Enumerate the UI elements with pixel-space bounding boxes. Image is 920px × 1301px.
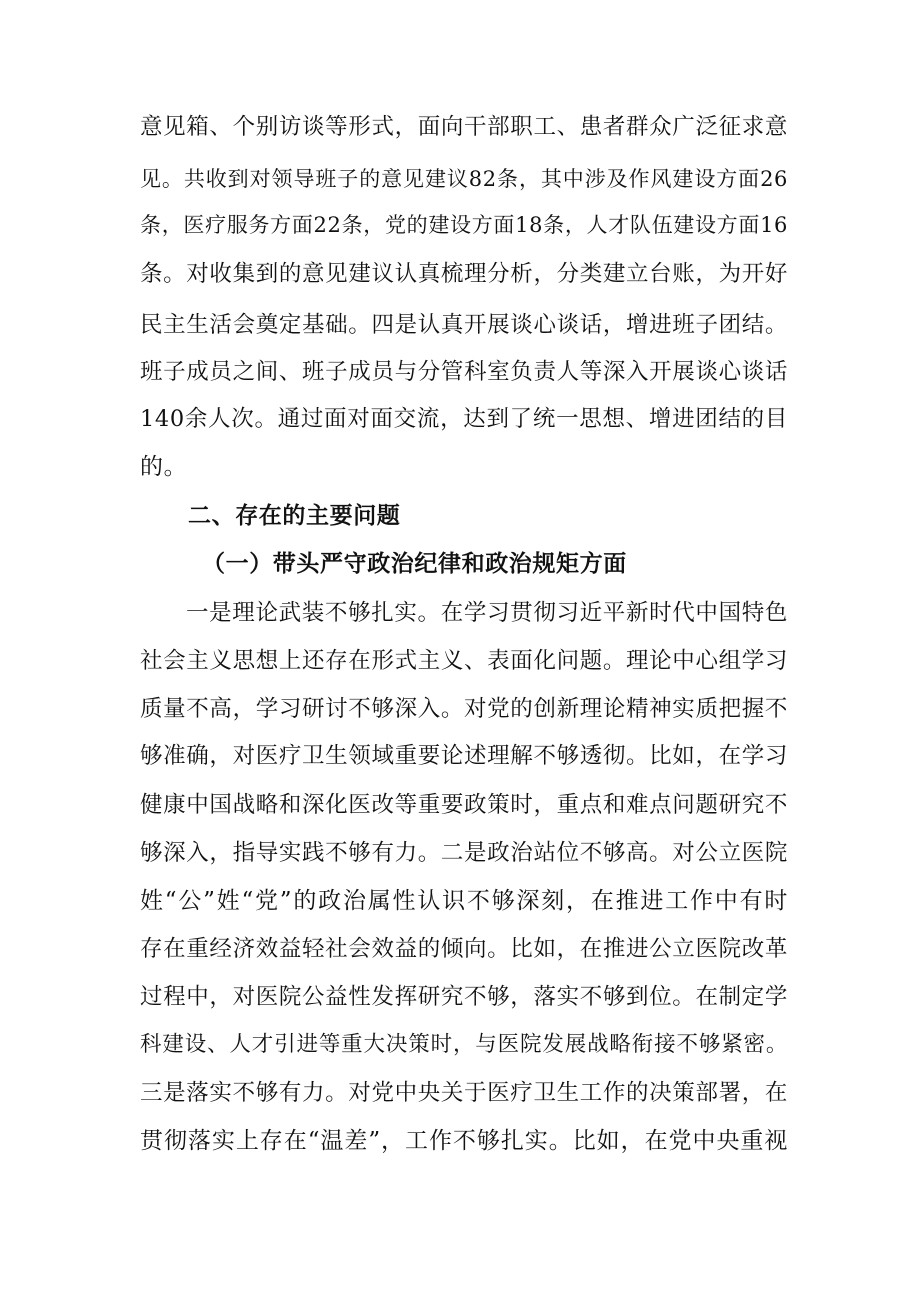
paragraph-line: 140余人次。通过面对面交流，达到了统一思想、增进团结的目 [140,406,788,432]
paragraph-line: 存在重经济效益轻社会效益的倾向。比如，在推进公立医院改革 [140,936,788,962]
paragraph-line: 姓“公”姓“党”的政治属性认识不够深刻，在推进工作中有时 [140,888,788,914]
paragraph-line: 班子成员之间、班子成员与分管科室负责人等深入开展谈心谈话 [140,359,788,385]
paragraph-line: 的。 [140,454,188,480]
paragraph-line: 过程中，对医院公益性发挥研究不够，落实不够到位。在制定学 [140,984,788,1010]
paragraph-line: 一是理论武装不够扎实。在学习贯彻习近平新时代中国特色 [186,600,788,626]
subsection-heading: （一）带头严守政治纪律和政治规矩方面 [202,551,627,577]
paragraph-line: 贯彻落实上存在“温差”，工作不够扎实。比如，在党中央重视 [140,1128,788,1154]
paragraph-line: 科建设、人才引进等重大决策时，与医院发展战略衔接不够紧密。 [140,1032,788,1057]
paragraph-line: 社会主义思想上还存在形式主义、表面化问题。理论中心组学习 [140,648,788,674]
paragraph-line: 够准确，对医疗卫生领域重要论述理解不够透彻。比如，在学习 [140,743,788,769]
paragraph-line: 见。共收到对领导班子的意见建议82条，其中涉及作风建设方面26 [140,167,788,191]
paragraph-line: 条。对收集到的意见建议认真梳理分析，分类建立台账，为开好 [140,261,788,287]
paragraph-line: 条，医疗服务方面22条，党的建设方面18条，人才队伍建设方面16 [140,213,788,237]
section-heading: 二、存在的主要问题 [188,503,401,529]
paragraph-line: 民主生活会奠定基础。四是认真开展谈心谈话，增进班子团结。 [140,312,788,338]
paragraph-line: 意见箱、个别访谈等形式，面向干部职工、患者群众广泛征求意 [140,114,788,140]
paragraph-line: 三是落实不够有力。对党中央关于医疗卫生工作的决策部署，在 [140,1080,788,1106]
paragraph-line: 质量不高，学习研讨不够深入。对党的创新理论精神实质把握不 [140,696,788,722]
document-body [140,0,788,1301]
paragraph-line: 够深入，指导实践不够有力。二是政治站位不够高。对公立医院 [140,840,788,866]
paragraph-line: 健康中国战略和深化医改等重要政策时，重点和难点问题研究不 [140,792,788,818]
